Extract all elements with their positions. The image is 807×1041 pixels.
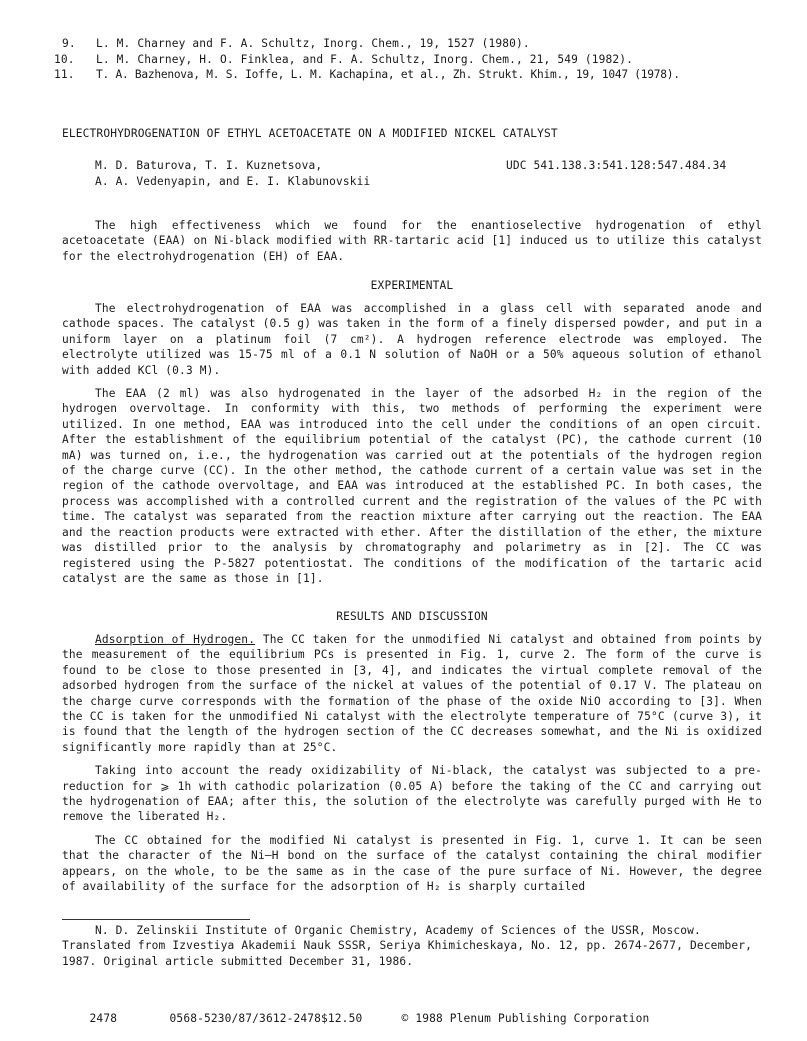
authors-line-1: M. D. Baturova, T. I. Kuznetsova, [95,159,323,172]
subsection-lead-adsorption: Adsorption of Hydrogen. [95,633,256,646]
results-section [62,609,762,895]
reference-number: 10. [54,52,75,66]
reference-number: 11. [54,68,75,81]
intro-section [62,218,762,264]
footnote-affiliation: N. D. Zelinskii Institute of Organic Chemistry, Academy of Sciences of the USSR, Moscow. [95,924,701,937]
reference-text: T. A. Bazhenova, M. S. Ioffe, L. M. Kachapina, et al., Zh. Strukt. Khim., 19, 1047 (1978). [96,68,680,81]
reference-list [54,36,762,83]
article-title: ELECTROHYDROGENATION OF ETHYL ACETOACETATE ON A MODIFIED NICKEL CATALYST [62,127,558,140]
footnote-rule [62,919,250,920]
experimental-paragraph-2: The EAA (2 ml) was also hydrogenated in the layer of the adsorbed H₂ in the region of the hydrogen overvoltage. In conformity with this, two methods of performing the experiment were utilized. In one method, EAA was introduced into the cell under the conditions of an open circuit. After the establishment of the equilibrium potential of the catalyst (PC), the cathode current (10 mA) was turned on, i.e., the hydrogenation was carried out at the potentials of the hydrogen region of the charge curve (CC). In the other method, the cathode current of a certain value was set in the region of the cathode overvoltage, and EAA was introduced at the established PC. In both cases, the process was accomplished with a controlled current and the registration of the values of the PC with time. The catalyst was separated from the reaction mixture after carrying out the reaction. The EAA and the reaction products were extracted with ether. After the distillation of the ether, the mixture was distilled prior to the analysis by chromatography and polarimetry as in [2]. The CC was registered using the P-5827 potentiostat. The conditions of the modification of the tartaric acid catalyst are the same as those in [1]. [62,387,762,585]
section-heading-results: RESULTS AND DISCUSSION [336,610,488,623]
results-paragraph-1 [62,632,762,755]
page-number: 2478 [89,1012,118,1025]
section-heading-experimental: EXPERIMENTAL [370,279,454,292]
footnote-translation: Translated from Izvestiya Akademii Nauk SSSR, Seriya Khimicheskaya, No. 12, pp. 2674-2677, December, 1987. Original article submitted December 31, 1986. [62,939,752,968]
experimental-section [62,278,762,586]
page-footer [62,996,762,1041]
reference-item [54,52,762,68]
results-paragraph-3: The CC obtained for the modified Ni catalyst is presented in Fig. 1, curve 1. It can be seen that the character of the Ni—H bond on the surface of the catalyst containing the chiral modifier appears, on the whole, to be the same as in the case of the pure surface of Ni. However, the degree of availability of the surface for the adsorption of H₂ is sharply curtailed [62,833,762,894]
udc-code: UDC 541.138.3:541.128:547.484.34 [506,159,727,172]
footnote [62,923,752,969]
results-paragraph-1-text: The CC taken for the unmodified Ni catalyst and obtained from points by the measurement of the equilibrium PCs is presented in Fig. 1, curve 2. The form of the curve is found to be close to those presented in [3, 4], and indicates the virtual complete removal of the adsorbed hydrogen from the surface of the nickel at values of the potential of 0.17 V. The plateau on the charge curve corresponds with the formation of the phase of the oxide NiO according to [3]. When the CC is taken for the unmodified Ni catalyst with the electrolyte temperature of 75°C (curve 3), it is found that the length of the hydrogen section of the CC decreases somewhat, and the Ni is oxidized significantly more rapidly than at 25°C. [62,633,762,754]
reference-item [54,67,762,83]
reference-text: L. M. Charney, H. O. Finklea, and F. A. Schultz, Inorg. Chem., 21, 549 (1982). [96,52,634,66]
article-code: 0568-5230/87/3612-2478$12.50 [169,1012,363,1025]
reference-item [62,36,762,52]
results-paragraph-2: Taking into account the ready oxidizability of Ni-black, the catalyst was subjected to a pre-reduction for ⩾ 1h with cathodic polarization (0.05 A) before the taking of the CC and carrying out the hydrogenation of EAA; after this, the solution of the electrolyte was carefully purged with He to remove the liberated H₂. [62,764,762,824]
experimental-paragraph-1: The electrohydrogenation of EAA was accomplished in a glass cell with separated anode and cathode spaces. The catalyst (0.5 g) was taken in the form of a finely dispersed powder, and put in a uniform layer on a platinum foil (7 cm²). A hydrogen reference electrode was employed. The electrolyte utilized was 15-75 ml of a 0.1 N solution of NaOH or a 50% aqueous solution of ethanol with added KCl (0.3 M). [62,302,762,377]
intro-paragraph: The high effectiveness which we found for the enantioselective hydrogenation of ethyl acetoacetate (EAA) on Ni-black modified with RR-tartaric acid [1] induced us to utilize this catalyst for the electrohydrogenation (EH) of EAA. [62,219,762,263]
authors-line-2: A. A. Vedenyapin, and E. I. Klabunovskii [95,175,371,188]
reference-number: 9. [62,37,76,50]
copyright-line: © 1988 Plenum Publishing Corporation [401,1012,650,1025]
reference-text: L. M. Charney and F. A. Schultz, Inorg. Chem., 19, 1527 (1980). [96,37,530,50]
